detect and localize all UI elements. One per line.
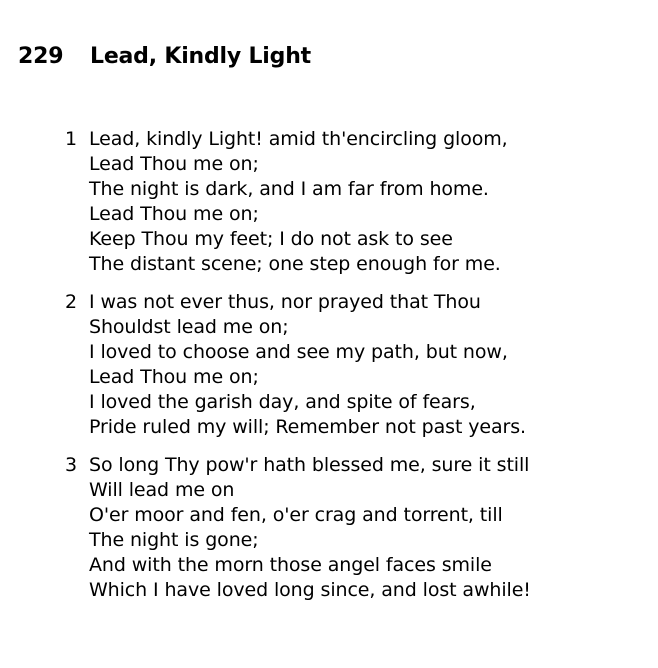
verse-line: Pride ruled my will; Remember not past years. <box>89 416 526 438</box>
verse-line: And with the morn those angel faces smile <box>89 554 492 576</box>
verse-line: I loved to choose and see my path, but now, <box>89 341 508 363</box>
hymn-header <box>18 44 311 69</box>
verse-line: Lead, kindly Light! amid th'encircling gloom, <box>89 128 508 150</box>
verse-line: So long Thy pow'r hath blessed me, sure it still <box>89 454 530 476</box>
verse-number: 2 <box>65 291 78 313</box>
verse-line: Shouldst lead me on; <box>89 316 289 338</box>
verse-lines <box>89 290 526 440</box>
verse-number: 1 <box>65 128 78 150</box>
verse-line: Which I have loved long since, and lost awhile! <box>89 579 531 601</box>
verse-line: Will lead me on <box>89 479 235 501</box>
verse-line: Lead Thou me on; <box>89 366 259 388</box>
verse-line: The night is dark, and I am far from home. <box>89 178 489 200</box>
verse-line: I was not ever thus, nor prayed that Thou <box>89 291 481 313</box>
verse-2 <box>65 290 531 440</box>
verse-line: The distant scene; one step enough for me. <box>89 253 501 275</box>
verse-line: Lead Thou me on; <box>89 203 259 225</box>
verse-line: O'er moor and fen, o'er crag and torrent, till <box>89 504 503 526</box>
hymn-number: 229 <box>18 44 64 69</box>
hymn-title: Lead, Kindly Light <box>90 44 311 69</box>
verse-lines <box>89 453 531 603</box>
verses-container <box>65 127 531 616</box>
verse-line: I loved the garish day, and spite of fears, <box>89 391 476 413</box>
verse-line: The night is gone; <box>89 529 259 551</box>
verse-number: 3 <box>65 454 78 476</box>
verse-3 <box>65 453 531 603</box>
verse-lines <box>89 127 508 277</box>
verse-line: Lead Thou me on; <box>89 153 259 175</box>
verse-1 <box>65 127 531 277</box>
verse-line: Keep Thou my feet; I do not ask to see <box>89 228 453 250</box>
